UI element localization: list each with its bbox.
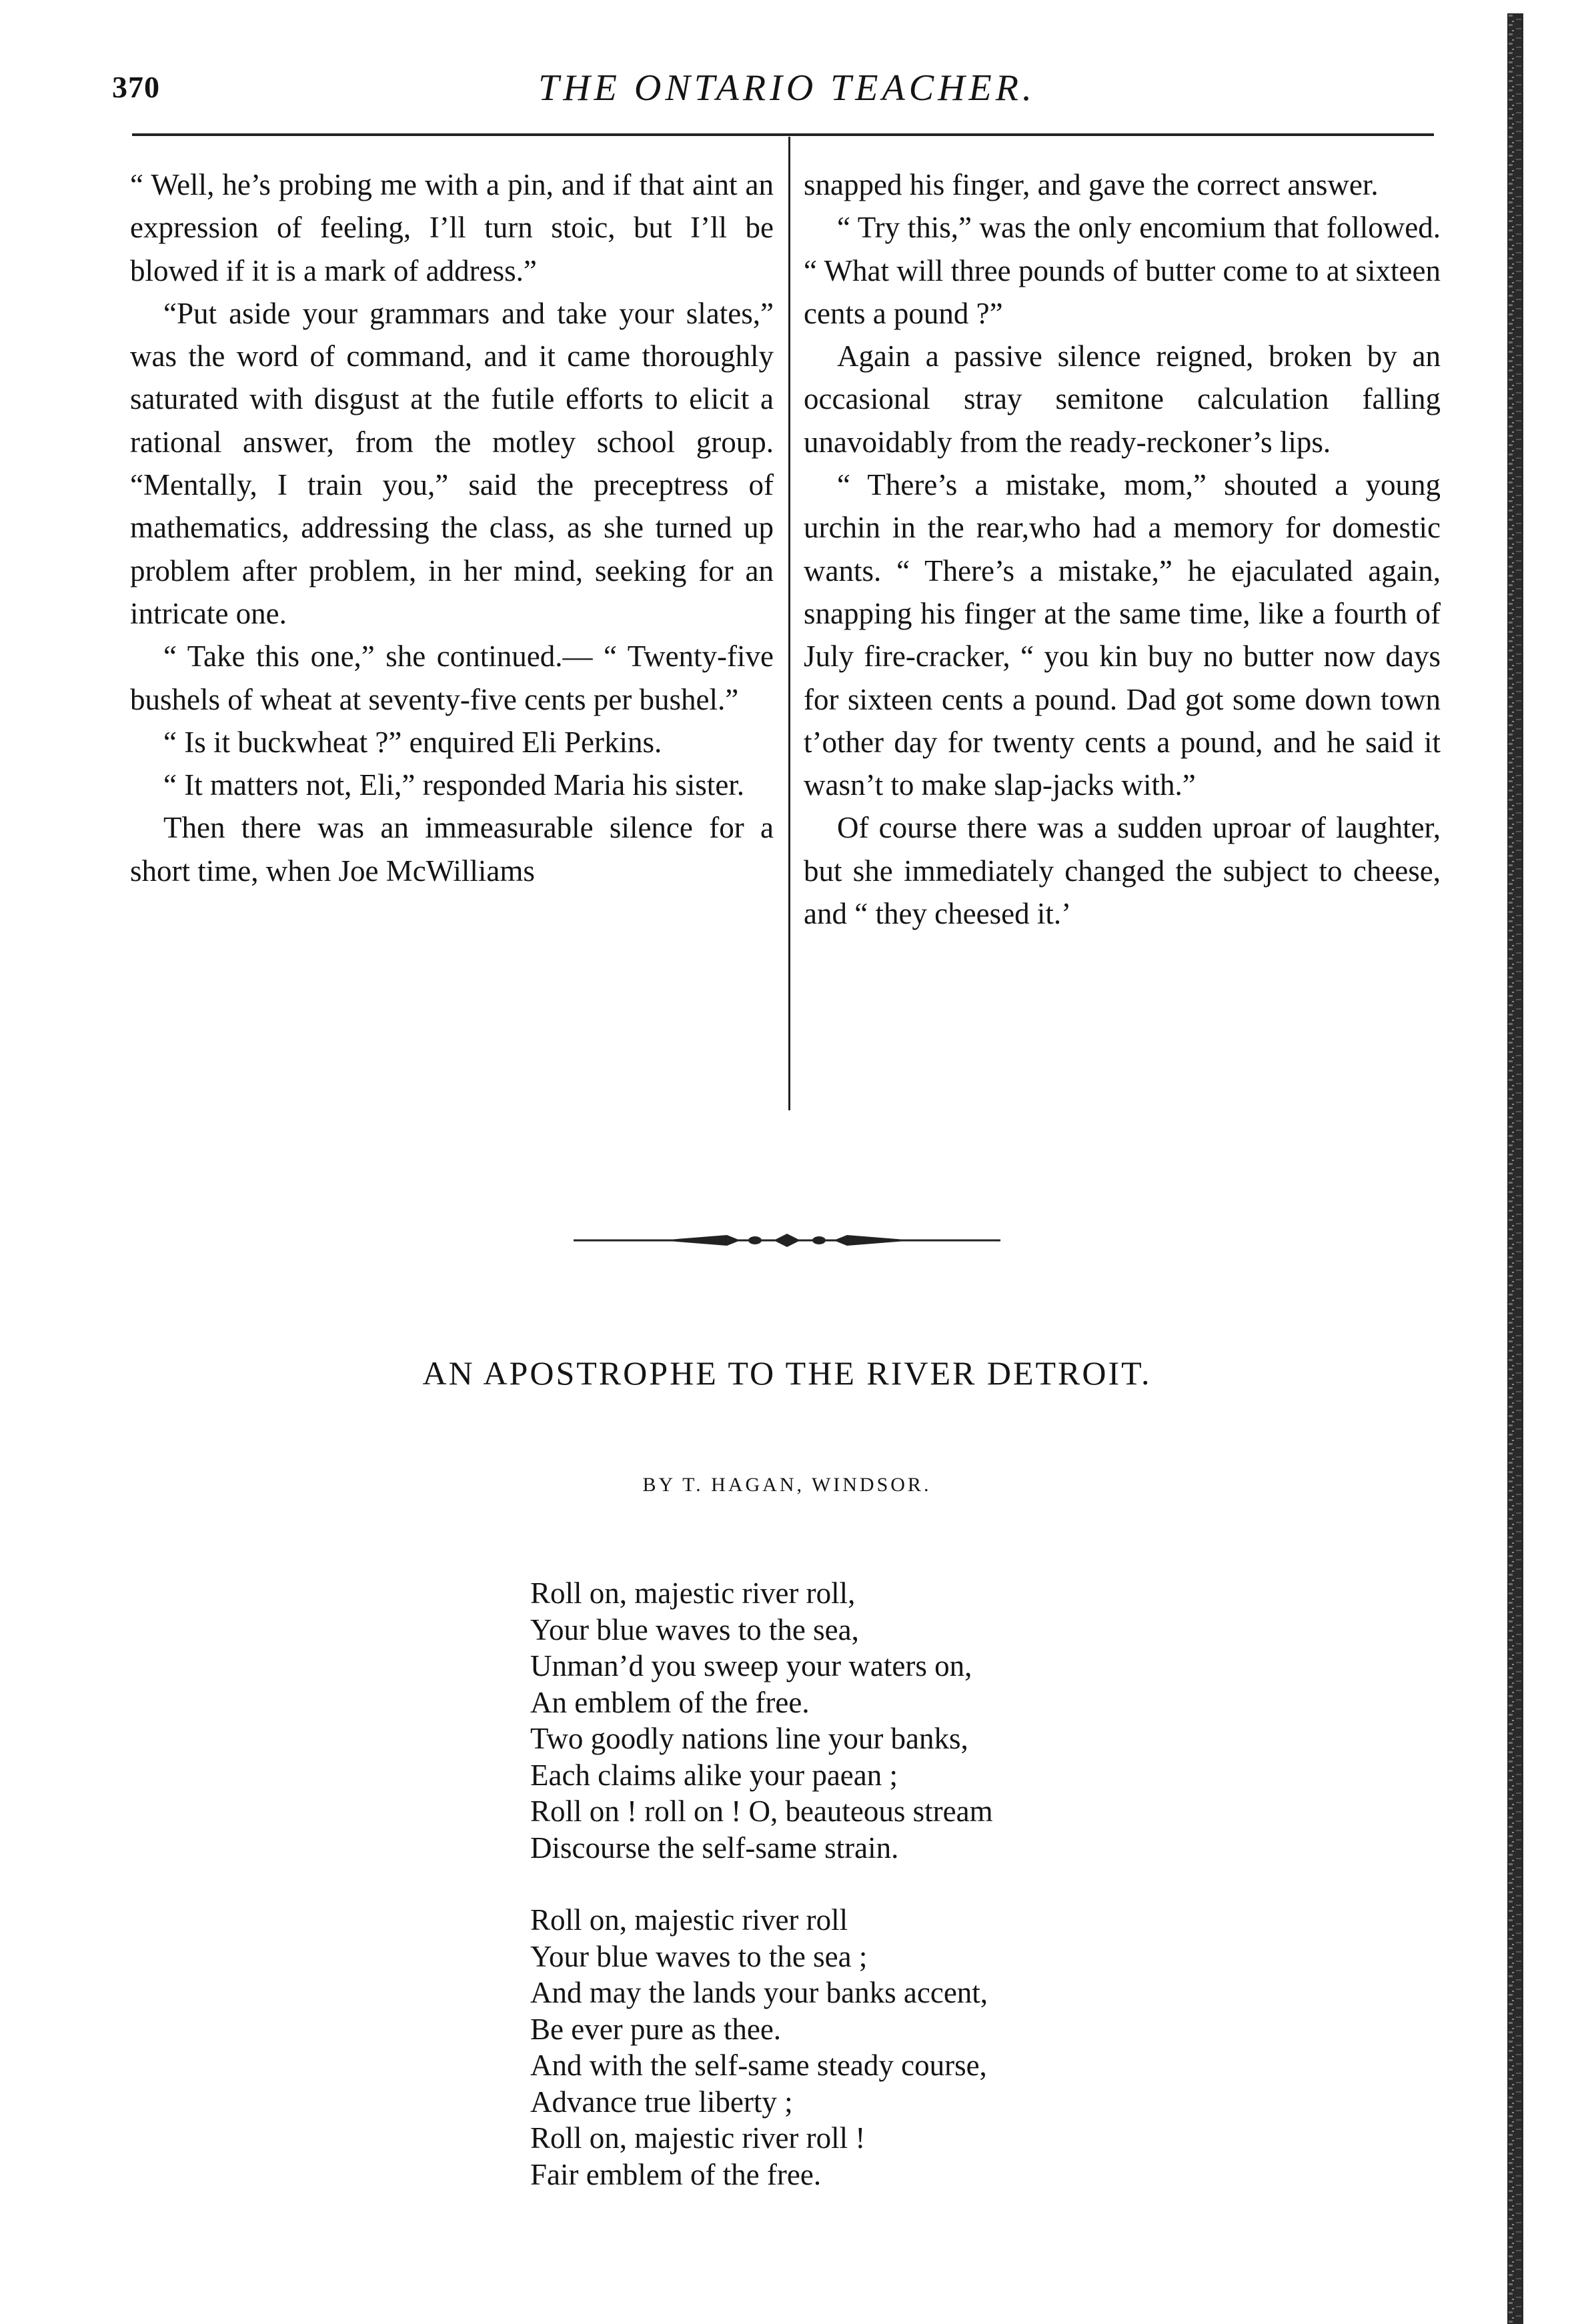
page-number: 370: [112, 70, 160, 104]
paragraph: Of course there was a sudden uproar of laughter, but she immediately changed the subject to cheese, and “ they cheesed it.’: [804, 811, 1441, 931]
column-divider: [788, 137, 790, 1110]
poem-stanza-2: [530, 1902, 1264, 2193]
poem-line: Each claims alike your paean ;: [530, 1758, 898, 1792]
poem-line: Roll on ! roll on ! O, beauteous stream: [530, 1795, 993, 1828]
poem-line: Your blue waves to the sea ;: [530, 1939, 868, 1973]
poem-line: Your blue waves to the sea,: [530, 1612, 859, 1646]
paragraph: “ There’s a mistake, mom,” shouted a young urchin in the rear,who had a memory for domestic wants. “ There’s a mistake,” he ejaculated again, snapping his finger at the same time, like a fourth of July fire-cracker, “ you kin buy no butter now days for sixteen cents a pound. Dad got some down town t’other day for twenty cents a pound, and he said it wasn’t to make slap-jacks with.”: [804, 468, 1441, 802]
running-title: THE ONTARIO TEACHER.: [538, 67, 1036, 109]
poem-line: Unman’d you sweep your waters on,: [530, 1649, 972, 1682]
poem-line: An emblem of the free.: [530, 1685, 810, 1719]
paragraph: snapped his finger, and gave the correct answer.: [804, 168, 1379, 201]
poem-line: Roll on, majestic river roll: [530, 1903, 848, 1937]
paragraph: Again a passive silence reigned, broken by an occasional stray semitone calculation falling unavoidably from the ready-reckoner’s lips.: [804, 339, 1441, 459]
paragraph: “ It matters not, Eli,” responded Maria his sister.: [163, 768, 745, 802]
section-ornament: [574, 1228, 1000, 1252]
paragraph: “ Take this one,” she continued.— “ Twenty-five bushels of wheat at seventy-five cents per bushel.”: [130, 640, 774, 716]
poem-line: And may the lands your banks accent,: [530, 1976, 988, 2009]
poem-line: Be ever pure as thee.: [530, 2012, 782, 2046]
paragraph: “Put aside your grammars and take your slates,” was the word of command, and it came thoroughly saturated with disgust at the futile efforts to elicit a rational answer, from the motley school group. “Mentally, I train you,” said the preceptress of mathematics, addressing the class, as she turned up problem after problem, in her mind, seeking for an intricate one.: [130, 296, 774, 630]
poem-line: Two goodly nations line your banks,: [530, 1722, 968, 1755]
poem-stanza-1: [530, 1575, 1264, 1866]
header-rule: [132, 133, 1434, 136]
poem-line: Fair emblem of the free.: [530, 2157, 822, 2191]
left-column: [130, 163, 774, 892]
poem-line: And with the self-same steady course,: [530, 2049, 987, 2082]
poem-line: Discourse the self-same strain.: [530, 1831, 899, 1865]
right-column: [804, 163, 1441, 935]
scan-binding-edge: [1506, 13, 1525, 2324]
paragraph: “ Try this,” was the only encomium that followed. “ What will three pounds of butter come to at sixteen cents a pound ?”: [804, 211, 1441, 330]
poem-byline: BY T. HAGAN, WINDSOR.: [642, 1474, 932, 1496]
paragraph: “ Is it buckwheat ?” enquired Eli Perkins.: [163, 725, 662, 759]
paragraph: “ Well, he’s probing me with a pin, and if that aint an expression of feeling, I’ll turn stoic, but I’ll be blowed if it is a mark of address.”: [130, 168, 774, 287]
poem-line: Roll on, majestic river roll !: [530, 2121, 866, 2155]
paragraph: Then there was an immeasurable silence for a short time, when Joe McWilliams: [130, 811, 774, 888]
poem-title: AN APOSTROPHE TO THE RIVER DETROIT.: [422, 1354, 1152, 1392]
poem-line: Advance true liberty ;: [530, 2085, 793, 2119]
poem-line: Roll on, majestic river roll,: [530, 1576, 856, 1610]
